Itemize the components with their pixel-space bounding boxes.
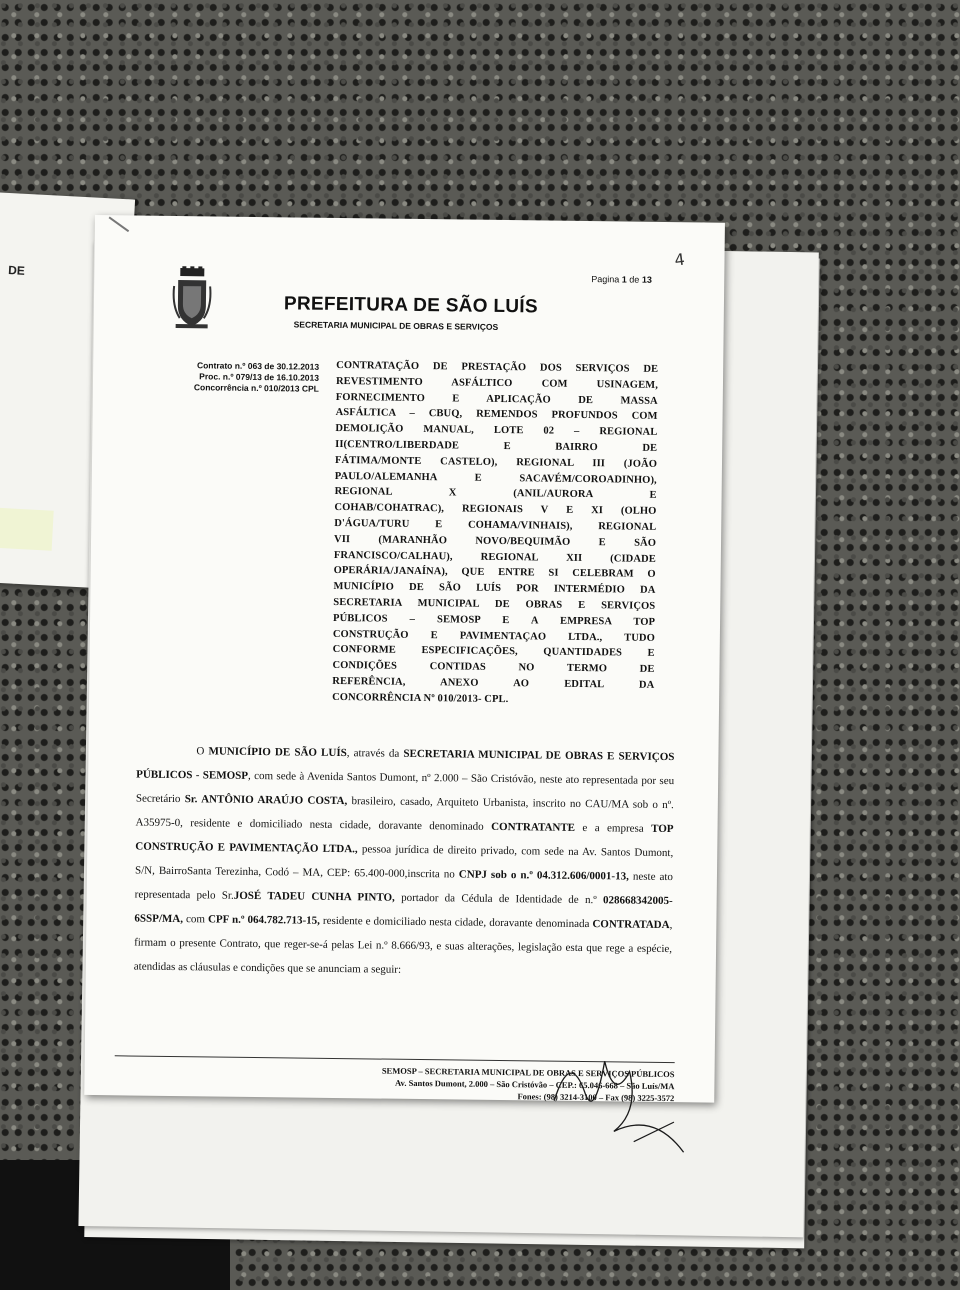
summary-line: II(CENTRO/LIBERDADE E BAIRRO DE: [335, 438, 658, 454]
contract-references: [171, 360, 319, 395]
summary-line: COHAB/COHATRAC), REGIONAIS V E XI (OLHO: [334, 502, 657, 518]
contract-preamble: O MUNICÍPIO DE SÃO LUÍS, através da SECRETARIA MUNICIPAL DE OBRAS E SERVIÇOS PÚBLICOS - SEMOSP, com sede à Avenida Santos Dumont, nº 2.000 – São Cristóvão, neste ato representada por seu Secretário Sr. ANTÔNIO ARAÚJO COSTA, brasileiro, casado, Arquiteto Urbanista, inscrito no CAU/MA sob o nº. A35975-0, residente e domiciliado nesta cidade, doravante denominado CONTRATANTE e a empresa TOP CONSTRUÇÃO E PAVIMENTAÇÃO LTDA., pessoa jurídica de direito privado, com sede na Av. Santos Dumont, S/N, BairroSanta Terezinha, Codó – MA, CEP: 65.400-000,inscrita no CNPJ sob o n.º 04.312.606/0001-13, neste ato representada pelo Sr.JOSÉ TADEU CUNHA PINTO, portador da Cédula de Identidade de n.º 028668342005-6SSP/MA, com CPF n.º 064.782.713-15, residente e domiciliado nesta cidade, doravante denominada CONTRATADA, firmam o presente Contrato, que reger-se-á pelas Lei n.º 8.666/93, e suas alterações, legislação esta que rege a espécie, atendidas as cláusulas e condições que se anunciam a seguir:: [133, 745, 675, 976]
highlight-stripe: [0, 508, 54, 551]
summary-line: CONDIÇÕES CONTIDAS NO TERMO DE: [332, 660, 655, 676]
staple-mark: [109, 216, 130, 232]
signature-icon: [543, 1041, 694, 1163]
summary-line: MUNICÍPIO DE SÃO LUÍS POR INTERMÉDIO DA: [333, 581, 656, 597]
summary-line: PÚBLICOS – SEMOSP E A EMPRESA TOP: [333, 612, 656, 628]
summary-line: DEMOLIÇÃO MANUAL, LOTE 02 – REGIONAL: [335, 423, 658, 439]
footer-org: SEMOSP – SECRETARIA MUNICIPAL DE OBRAS E SERVIÇOS PÚBLICOS: [381, 1065, 675, 1080]
summary-line: REVESTIMENTO ASFÁLTICO COM USINAGEM,: [335, 375, 659, 391]
contract-summary: [332, 358, 658, 709]
summary-line: SECRETARIA MUNICIPAL DE OBRAS E SERVIÇOS: [333, 596, 656, 612]
summary-line: CONFORME ESPECIFICAÇÕES, QUANTIDADES E: [332, 644, 655, 660]
summary-line: FÁTIMA/MONTE CASTELO), REGIONAL III (JOÃO: [334, 454, 658, 470]
page-number: Pagina 1 de 13: [591, 274, 652, 285]
summary-line: D'ÁGUA/TURU E COHAMA/VINHAIS), REGIONAL: [334, 517, 657, 533]
summary-line: REGIONAL X (ANIL/AURORA E: [334, 486, 657, 502]
contract-page: [84, 215, 725, 1103]
summary-line: OPERÁRIA/JANAÍNA), QUE ENTRE SI CELEBRAM O: [333, 565, 656, 581]
summary-line: FRANCISCO/CALHAU), REGIONAL XII (CIDADE: [333, 549, 656, 565]
page-title: PREFEITURA DE SÃO LUÍS: [283, 293, 539, 318]
contract-reference: Contrato n.º 063 de 30.12.2013: [196, 360, 320, 372]
summary-line: CONCORRÊNCIA Nº 010/2013- CPL.: [332, 691, 509, 705]
tender-reference: Concorrência n.º 010/2013 CPL: [193, 382, 319, 394]
summary-line: CONTRATAÇÃO DE PRESTAÇÃO DOS SERVIÇOS DE: [336, 359, 659, 375]
summary-line: VII (MARANHÃO NOVO/BEQUIMÃO E SÃO: [333, 533, 657, 549]
sheet-text-fragment: DE: [7, 263, 26, 278]
footer-phones: Fones: (98) 3214-3100 – Fax (98) 3225-3572: [517, 1091, 675, 1104]
summary-line: FORNECIMENTO E APLICAÇÃO DE MASSA: [335, 391, 658, 407]
coat-of-arms-icon: [172, 266, 213, 330]
summary-line: REFERÊNCIA, ANEXO AO EDITAL DA: [332, 675, 655, 691]
page-subtitle: SECRETARIA MUNICIPAL DE OBRAS E SERVIÇOS: [293, 319, 499, 332]
summary-line: CONSTRUÇÃO E PAVIMENTAÇAO LTDA., TUDO: [332, 628, 655, 644]
summary-line: PAULO/ALEMANHA E SACAVÉM/COROADINHO),: [334, 470, 657, 486]
process-reference: Proc. n.º 079/13 de 16.10.2013: [199, 371, 320, 383]
summary-line: ASFÁLTICA – CBUQ, REMENDOS PROFUNDOS COM: [335, 407, 658, 423]
handwritten-page-number: 4: [673, 249, 686, 270]
footer-address: Av. Santos Dumont, 2.000 – São Cristóvão – CEP.: 65.046-668 – São Luís/MA: [395, 1077, 675, 1092]
